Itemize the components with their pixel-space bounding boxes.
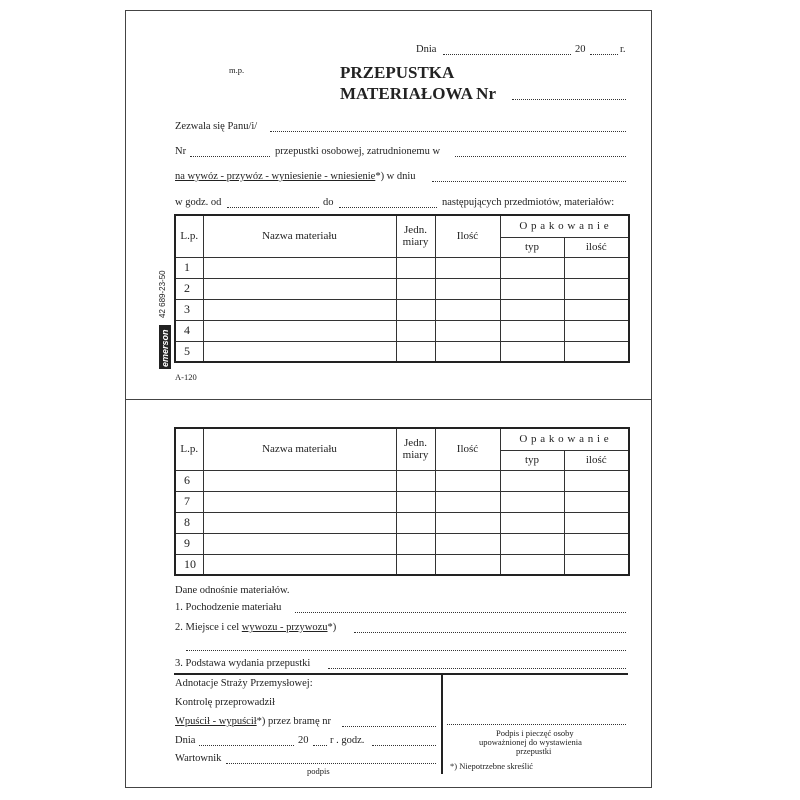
row-number: 6 <box>175 470 203 491</box>
table-row <box>175 320 629 341</box>
cell-qty[interactable] <box>435 470 500 491</box>
row-number: 7 <box>175 491 203 512</box>
cell-unit[interactable] <box>396 278 435 299</box>
cell-name[interactable] <box>203 278 396 299</box>
year-suffix: r. <box>620 44 626 55</box>
guard-year-prefix: 20 <box>298 735 309 746</box>
control-label: Kontrolę przeprowadził <box>175 697 276 708</box>
authorized-caption-1: Podpis i pieczęć osoby <box>496 728 574 738</box>
header-lp: L.p. <box>175 215 203 257</box>
header-name: Nazwa materiału <box>203 428 396 470</box>
origin-dots[interactable] <box>295 612 626 613</box>
header-packaging: O p a k o w a n i e <box>500 428 629 450</box>
cell-type[interactable] <box>500 491 564 512</box>
authorized-caption-2: upoważnionej do wystawienia <box>479 737 582 747</box>
cell-name[interactable] <box>203 299 396 320</box>
cell-qty[interactable] <box>435 491 500 512</box>
guard-heading: Adnotacje Straży Przemysłowej: <box>175 678 313 689</box>
cell-unit[interactable] <box>396 299 435 320</box>
header-type: typ <box>500 237 564 257</box>
destination-label: 2. Miejsce i cel wywozu - przywozu*) <box>175 622 337 633</box>
to-label: do <box>323 197 334 208</box>
form-title-line2: MATERIAŁOWA Nr <box>340 84 496 103</box>
let-through-label: Wpuścił - wypuścił*) przez bramę nr <box>175 716 331 727</box>
stamp-place: m.p. <box>229 65 245 75</box>
header-pack-qty: ilość <box>564 237 629 257</box>
brand-logo: emerson <box>159 325 171 369</box>
cell-pack-qty[interactable] <box>564 470 629 491</box>
cell-qty[interactable] <box>435 320 500 341</box>
person-name-dots[interactable] <box>270 131 626 132</box>
cell-type[interactable] <box>500 257 564 278</box>
header-qty: Ilość <box>435 215 500 257</box>
cell-name[interactable] <box>203 491 396 512</box>
side-code: 42 689-23-50 <box>158 270 167 318</box>
header-pack-qty: ilość <box>564 450 629 470</box>
cell-name[interactable] <box>203 341 396 362</box>
cell-unit[interactable] <box>396 491 435 512</box>
cell-pack-qty[interactable] <box>564 491 629 512</box>
pass-number-dots[interactable] <box>512 99 626 100</box>
cell-pack-qty[interactable] <box>564 554 629 575</box>
cell-name[interactable] <box>203 512 396 533</box>
cell-qty[interactable] <box>435 278 500 299</box>
cell-unit[interactable] <box>396 470 435 491</box>
cell-qty[interactable] <box>435 512 500 533</box>
form-code: A-120 <box>175 372 197 382</box>
hours-to-dots[interactable] <box>339 207 437 208</box>
row-number: 8 <box>175 512 203 533</box>
guard-date-label: Dnia <box>175 735 196 746</box>
cell-type[interactable] <box>500 554 564 575</box>
cell-pack-qty[interactable] <box>564 299 629 320</box>
cell-pack-qty[interactable] <box>564 257 629 278</box>
cell-unit[interactable] <box>396 341 435 362</box>
cell-type[interactable] <box>500 470 564 491</box>
date-label: Dnia <box>416 44 437 55</box>
year-prefix: 20 <box>575 44 586 55</box>
table-row <box>175 299 629 320</box>
guard-date-dots[interactable] <box>199 745 294 746</box>
page-separator <box>125 399 652 400</box>
transport-line: na wywóz - przywóz - wyniesienie - wniesienie*) w dniu <box>175 171 416 182</box>
cell-unit[interactable] <box>396 320 435 341</box>
materials-heading: Dane odnośnie materiałów. <box>175 585 290 596</box>
cell-qty[interactable] <box>435 533 500 554</box>
cell-pack-qty[interactable] <box>564 533 629 554</box>
table-row <box>175 554 629 575</box>
header-lp: L.p. <box>175 428 203 470</box>
row-number: 1 <box>175 257 203 278</box>
cell-qty[interactable] <box>435 554 500 575</box>
hours-from-dots[interactable] <box>227 207 319 208</box>
year-dots[interactable] <box>590 54 618 55</box>
footnote: *) Niepotrzebne skreślić <box>450 761 534 771</box>
cell-pack-qty[interactable] <box>564 320 629 341</box>
guard-signature-dots[interactable] <box>226 763 436 764</box>
cell-name[interactable] <box>203 533 396 554</box>
cell-unit[interactable] <box>396 554 435 575</box>
row-number: 4 <box>175 320 203 341</box>
nr-dots[interactable] <box>190 156 270 157</box>
cell-name[interactable] <box>203 320 396 341</box>
cell-unit[interactable] <box>396 257 435 278</box>
signature-caption: podpis <box>307 766 330 776</box>
guard-hour-label: r . godz. <box>330 735 365 746</box>
cell-qty[interactable] <box>435 299 500 320</box>
guard-hour-dots[interactable] <box>372 745 436 746</box>
cell-type[interactable] <box>500 533 564 554</box>
cell-type[interactable] <box>500 512 564 533</box>
table-row <box>175 491 629 512</box>
cell-name[interactable] <box>203 470 396 491</box>
header-type: typ <box>500 450 564 470</box>
transport-date-dots[interactable] <box>432 181 626 182</box>
table-row <box>175 341 629 362</box>
date-dots[interactable] <box>443 54 571 55</box>
header-name: Nazwa materiału <box>203 215 396 257</box>
row-number: 2 <box>175 278 203 299</box>
table-row <box>175 278 629 299</box>
materials-table-1 <box>174 214 630 363</box>
table-row <box>175 512 629 533</box>
row-number: 10 <box>175 554 203 575</box>
table-row <box>175 470 629 491</box>
basis-dots[interactable] <box>328 668 626 669</box>
authorized-caption-3: przepustki <box>516 746 552 756</box>
origin-label: 1. Pochodzenie materiału <box>175 602 282 613</box>
nr-label: Nr <box>175 146 187 157</box>
row-number: 5 <box>175 341 203 362</box>
authorized-signature-dots[interactable] <box>447 724 626 725</box>
cell-name[interactable] <box>203 257 396 278</box>
basis-label: 3. Podstawa wydania przepustki <box>175 658 311 669</box>
cell-unit[interactable] <box>396 533 435 554</box>
cell-type[interactable] <box>500 341 564 362</box>
cell-pack-qty[interactable] <box>564 278 629 299</box>
destination-dots[interactable] <box>354 632 626 633</box>
table-row <box>175 257 629 278</box>
header-unit: Jedn. miary <box>396 428 435 470</box>
cell-unit[interactable] <box>396 512 435 533</box>
guard-top-line <box>174 673 628 675</box>
row-number: 9 <box>175 533 203 554</box>
header-unit: Jedn. miary <box>396 215 435 257</box>
guard-label: Wartownik <box>175 753 222 764</box>
table-row <box>175 533 629 554</box>
cell-qty[interactable] <box>435 257 500 278</box>
header-packaging: O p a k o w a n i e <box>500 215 629 237</box>
guard-year-dots[interactable] <box>313 745 327 746</box>
destination-dots-2[interactable] <box>186 650 626 651</box>
cell-type[interactable] <box>500 278 564 299</box>
form-title-line1: PRZEPUSTKA <box>340 63 455 82</box>
cell-qty[interactable] <box>435 341 500 362</box>
cell-pack-qty[interactable] <box>564 512 629 533</box>
materials-table-2 <box>174 427 630 576</box>
cell-pack-qty[interactable] <box>564 341 629 362</box>
allow-label: Zezwala się Panu/i/ <box>175 121 258 132</box>
pass-label: przepustki osobowej, zatrudnionemu w <box>275 146 441 157</box>
cell-name[interactable] <box>203 554 396 575</box>
cell-type[interactable] <box>500 320 564 341</box>
employer-dots[interactable] <box>455 156 626 157</box>
header-qty: Ilość <box>435 428 500 470</box>
guard-divider <box>441 674 443 774</box>
gate-number-dots[interactable] <box>342 726 436 727</box>
row-number: 3 <box>175 299 203 320</box>
cell-type[interactable] <box>500 299 564 320</box>
hours-label: w godz. od <box>175 197 222 208</box>
following-label: następujących przedmiotów, materiałów: <box>442 197 615 208</box>
